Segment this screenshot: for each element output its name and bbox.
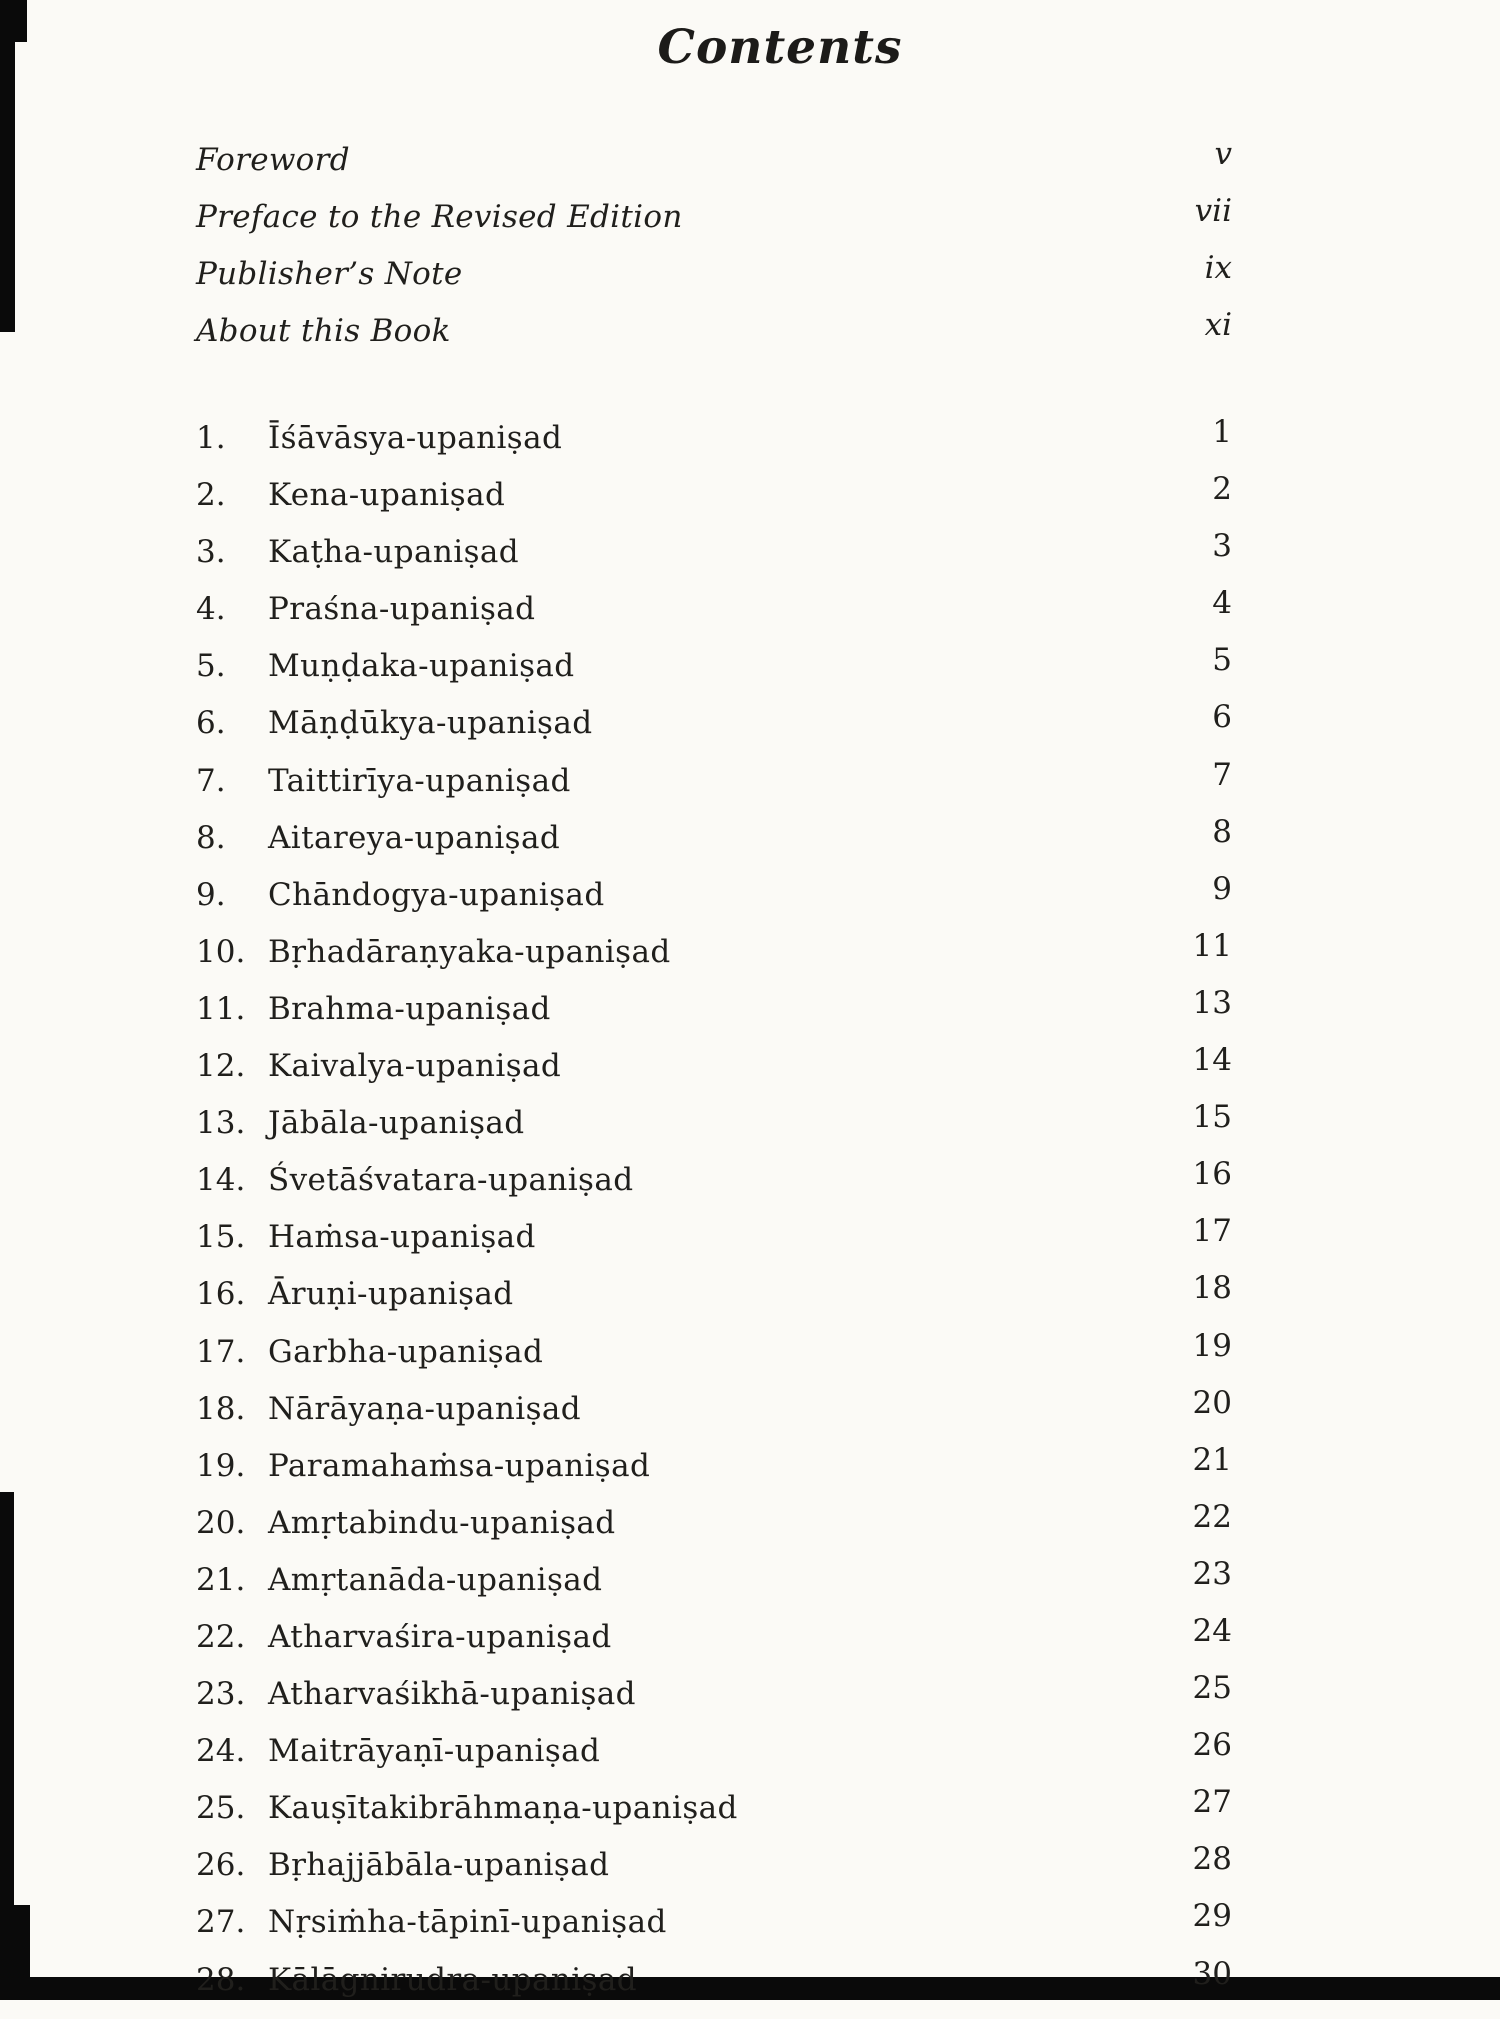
toc-entry-title: Jābāla-upaniṣad <box>268 1105 525 1142</box>
toc-entry-page-number: 17 <box>1192 1213 1232 1250</box>
toc-row <box>196 1898 1232 1961</box>
toc-row <box>196 1327 1232 1391</box>
toc-entry-page-number: 21 <box>1192 1441 1232 1478</box>
scan-artifact-top-left <box>0 0 15 332</box>
toc-entry-title: Nṛsiṁha-tāpinī-upaniṣad <box>268 1904 667 1941</box>
toc-row <box>196 870 1232 934</box>
toc-entry-number: 15. <box>196 1219 246 1256</box>
toc-entry-page-number: 5 <box>1212 642 1232 679</box>
toc-entry-page-number: 15 <box>1192 1099 1232 1136</box>
toc-entry-page-number: 18 <box>1192 1270 1232 1307</box>
front-matter-page-number: xi <box>1204 307 1232 343</box>
toc-entry-number: 11. <box>196 990 246 1027</box>
toc-entry-page-number: 19 <box>1192 1327 1232 1364</box>
toc-row <box>196 642 1232 705</box>
toc-row <box>196 414 1232 477</box>
toc-entry-number: 3. <box>196 534 226 571</box>
toc-row <box>196 528 1232 591</box>
toc-entry-page-number: 2 <box>1212 471 1232 508</box>
toc-row <box>196 1612 1232 1676</box>
toc-entry-page-number: 26 <box>1192 1727 1232 1764</box>
toc-row <box>196 1555 1232 1619</box>
toc-entry-number: 2. <box>196 477 226 514</box>
toc-row <box>196 927 1232 991</box>
toc-row <box>196 984 1232 1048</box>
front-matter-title: Foreword <box>196 142 350 178</box>
toc-row <box>196 1955 1232 2019</box>
toc-entry-number: 17. <box>196 1333 246 1370</box>
toc-row <box>196 1213 1232 1276</box>
toc-row <box>196 1042 1232 1105</box>
toc-entry-title: Chāndogya-upaniṣad <box>268 876 605 913</box>
toc-row <box>196 1784 1232 1847</box>
toc-entry-number: 12. <box>196 1048 246 1085</box>
toc-row <box>196 585 1232 648</box>
front-matter-row <box>196 136 1232 199</box>
toc-row <box>196 1727 1232 1790</box>
front-matter-title: Publisher’s Note <box>196 256 463 292</box>
toc-row <box>196 1841 1232 1904</box>
toc-entry-title: Nārāyaṇa-upaniṣad <box>268 1390 582 1427</box>
toc-entry-page-number: 23 <box>1192 1555 1232 1592</box>
scan-artifact-top-left-corner <box>0 0 27 42</box>
page-title: Contents <box>657 20 903 75</box>
toc-entry-title: Bṛhajjābāla-upaniṣad <box>268 1847 610 1884</box>
toc-entry-page-number: 6 <box>1212 699 1232 736</box>
toc-entry-title: Muṇḍaka-upaniṣad <box>268 648 575 685</box>
toc-entry-title: Haṁsa-upaniṣad <box>268 1219 536 1256</box>
toc-row <box>196 1441 1232 1505</box>
toc-entry-page-number: 25 <box>1192 1670 1232 1707</box>
toc-entry-title: Taittirīya-upaniṣad <box>268 762 571 799</box>
toc-entry-title: Aitareya-upaniṣad <box>268 819 561 856</box>
toc-entry-page-number: 4 <box>1212 585 1232 622</box>
toc-row <box>196 699 1232 762</box>
toc-entry-title: Praśna-upaniṣad <box>268 591 536 628</box>
toc-list <box>196 414 1232 2019</box>
toc-entry-number: 10. <box>196 933 246 970</box>
front-matter-list <box>196 136 1232 370</box>
toc-entry-title: Amṛtabindu-upaniṣad <box>268 1504 616 1541</box>
toc-row <box>196 813 1232 877</box>
toc-entry-title: Āruṇi-upaniṣad <box>268 1276 514 1313</box>
toc-entry-page-number: 27 <box>1192 1784 1232 1821</box>
toc-entry-title: Garbha-upaniṣad <box>268 1333 544 1370</box>
toc-entry-page-number: 7 <box>1212 756 1232 793</box>
toc-entry-title: Maitrāyaṇī-upaniṣad <box>268 1733 601 1770</box>
toc-row <box>196 471 1232 534</box>
toc-entry-page-number: 9 <box>1212 870 1232 907</box>
toc-row <box>196 1099 1232 1162</box>
front-matter-title: Preface to the Revised Edition <box>196 199 683 235</box>
toc-entry-title: Kauṣītakibrāhmaṇa-upaniṣad <box>268 1790 738 1827</box>
toc-entry-number: 24. <box>196 1733 246 1770</box>
toc-entry-page-number: 20 <box>1192 1384 1232 1421</box>
toc-entry-number: 14. <box>196 1162 246 1199</box>
toc-entry-page-number: 13 <box>1192 984 1232 1021</box>
toc-entry-number: 6. <box>196 705 226 742</box>
toc-entry-number: 27. <box>196 1904 246 1941</box>
front-matter-page-number: vii <box>1194 193 1232 229</box>
toc-entry-number: 19. <box>196 1447 246 1484</box>
toc-row <box>196 756 1232 820</box>
front-matter-row <box>196 193 1232 256</box>
toc-entry-title: Śvetāśvatara-upaniṣad <box>268 1162 634 1199</box>
front-matter-row <box>196 250 1232 313</box>
toc-entry-page-number: 1 <box>1212 414 1232 450</box>
front-matter-page-number: ix <box>1204 250 1232 286</box>
toc-entry-title: Māṇḍūkya-upaniṣad <box>268 705 593 742</box>
toc-entry-number: 16. <box>196 1276 246 1313</box>
toc-entry-title: Īśāvāsya-upaniṣad <box>268 420 563 456</box>
toc-entry-number: 5. <box>196 648 226 685</box>
toc-entry-page-number: 30 <box>1192 1955 1232 1992</box>
toc-entry-title: Atharvaśira-upaniṣad <box>268 1618 612 1655</box>
toc-entry-number: 1. <box>196 420 226 456</box>
toc-entry-number: 25. <box>196 1790 246 1827</box>
toc-entry-number: 26. <box>196 1847 246 1884</box>
front-matter-title: About this Book <box>196 313 451 349</box>
toc-entry-title: Brahma-upaniṣad <box>268 990 551 1027</box>
toc-entry-page-number: 29 <box>1192 1898 1232 1935</box>
toc-entry-number: 13. <box>196 1105 246 1142</box>
toc-entry-number: 18. <box>196 1390 246 1427</box>
toc-entry-title: Kaṭha-upaniṣad <box>268 534 520 571</box>
front-matter-page-number: v <box>1214 136 1232 172</box>
toc-entry-number: 23. <box>196 1676 246 1713</box>
toc-row <box>196 1670 1232 1733</box>
toc-entry-number: 8. <box>196 819 226 856</box>
toc-entry-page-number: 8 <box>1212 813 1232 850</box>
toc-entry-title: Amṛtanāda-upaniṣad <box>268 1561 603 1598</box>
toc-entry-number: 7. <box>196 762 226 799</box>
toc-entry-page-number: 14 <box>1192 1042 1232 1079</box>
toc-entry-title: Paramahaṁsa-upaniṣad <box>268 1447 651 1484</box>
toc-row <box>196 1156 1232 1219</box>
toc-entry-title: Atharvaśikhā-upaniṣad <box>268 1676 636 1713</box>
front-matter-row <box>196 307 1232 370</box>
toc-entry-page-number: 3 <box>1212 528 1232 565</box>
toc-entry-number: 9. <box>196 876 226 913</box>
toc-row <box>196 1270 1232 1333</box>
toc-entry-title: Kena-upaniṣad <box>268 477 506 514</box>
toc-entry-number: 21. <box>196 1561 246 1598</box>
toc-entry-number: 28. <box>196 1961 246 1998</box>
toc-entry-title: Kaivalya-upaniṣad <box>268 1048 562 1085</box>
toc-entry-page-number: 16 <box>1192 1156 1232 1193</box>
toc-entry-page-number: 22 <box>1192 1498 1232 1535</box>
toc-entry-title: Kālāgnirudra-upaniṣad <box>268 1961 637 1998</box>
toc-entry-number: 22. <box>196 1618 246 1655</box>
toc-row <box>196 1498 1232 1562</box>
toc-entry-page-number: 11 <box>1192 927 1232 964</box>
toc-entry-page-number: 24 <box>1192 1612 1232 1649</box>
toc-entry-number: 4. <box>196 591 226 628</box>
toc-entry-number: 20. <box>196 1504 246 1541</box>
toc-row <box>196 1384 1232 1448</box>
toc-entry-title: Bṛhadāraṇyaka-upaniṣad <box>268 933 671 970</box>
toc-entry-page-number: 28 <box>1192 1841 1232 1878</box>
